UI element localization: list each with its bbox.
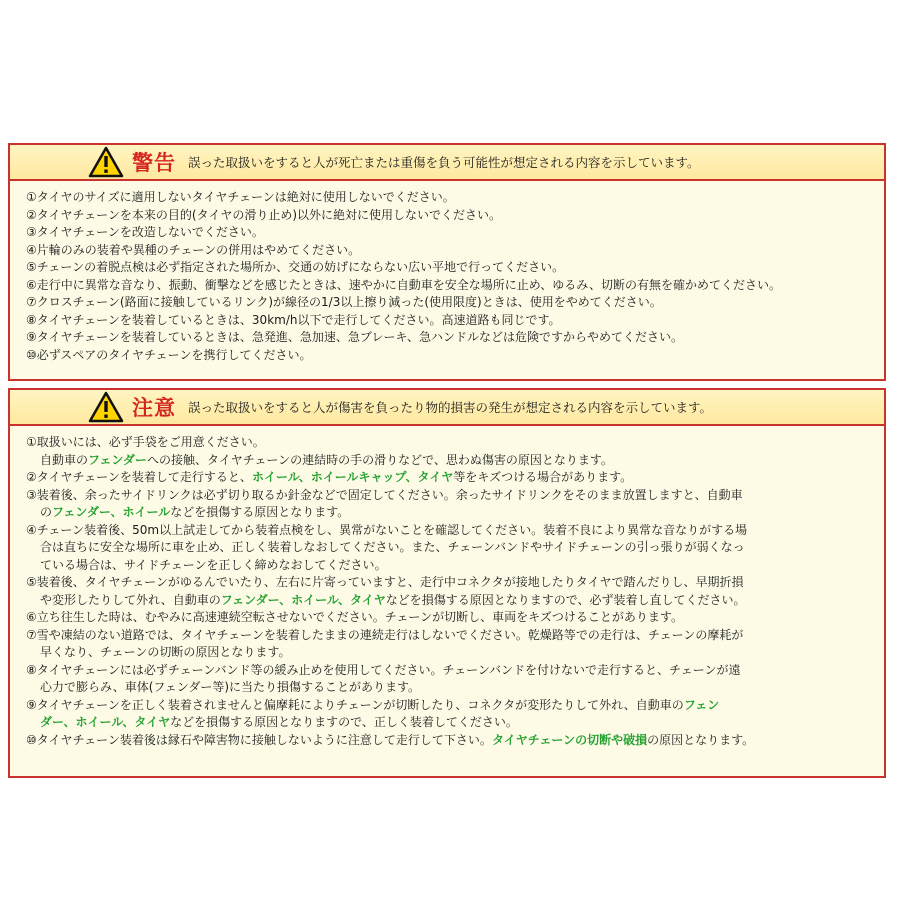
warning-item — [26, 277, 884, 295]
warning-triangle-icon — [88, 146, 124, 178]
item-text: 必ずスペアのタイヤチェーンを携行してください。 — [36, 347, 312, 362]
item-number: ⑨ — [26, 697, 37, 712]
item-number: ⑤ — [26, 260, 37, 274]
item-number: ⑩ — [26, 347, 37, 362]
item-number: ③ — [26, 225, 37, 239]
item-number: ⑧ — [26, 312, 37, 327]
caution-item — [26, 609, 884, 627]
item-text: タイヤチェーンを装着して走行すると、 — [36, 470, 252, 484]
warning-list — [10, 181, 884, 364]
item-text: タイヤチェーンを装着しているときは、急発進、急加速、急ブレーキ、急ハンドルなどは危険ですからやめてください。 — [36, 330, 683, 344]
item-line — [37, 470, 632, 484]
warning-panel — [8, 143, 886, 381]
warning-item — [26, 189, 884, 207]
item-number: ③ — [26, 487, 37, 502]
item-line — [37, 733, 754, 747]
item-text: タイヤチェーンを正しく装着されませんと偏摩耗によりチェーンが切断したり、コネクタが変形たりして外れ、自動車の — [36, 697, 684, 712]
item-text: タイヤのサイズに適用しないタイヤチェーンは絶対に使用しないでください。 — [36, 190, 455, 204]
item-text: などを損傷する原因となりますので、正しく装着してください。 — [170, 715, 518, 729]
item-number: ⑤ — [26, 575, 37, 589]
item-text: 早くなり、チェーンの切断の原因となります。 — [40, 645, 291, 659]
caution-description: 誤った取扱いをすると人が傷害を負ったり物的損害の発生が想定される内容を示しています。 — [188, 400, 713, 415]
warning-item — [26, 224, 884, 242]
item-number: ⑩ — [26, 732, 37, 747]
item-text: 立ち往生した時は、むやみに高速連続空転させないでください。チェーンが切断し、車両をキズつけることがあります。 — [36, 610, 683, 624]
highlight-text: フェンダー、ホイール — [52, 505, 171, 519]
caution-list — [10, 426, 884, 749]
item-line — [37, 523, 747, 537]
caution-title: 注意 — [132, 396, 176, 420]
caution-item — [26, 732, 884, 750]
item-line — [26, 557, 884, 575]
item-line — [26, 452, 884, 470]
highlight-text: ダー、ホイール、タイヤ — [40, 715, 171, 729]
item-line — [37, 575, 744, 589]
item-line — [26, 679, 884, 697]
item-text: 心力で膨らみ、車体(フェンダー等)に当たり損傷することがあります。 — [40, 680, 421, 694]
item-text: 装着後、タイヤチェーンがゆるんでいたり、左右に片寄っていますと、走行中コネクタが接地したりタイヤで踏んだりし、早期折損 — [36, 575, 744, 589]
item-text: タイヤチェーンを装着しているときは、30km/h以下で走行してください。高速道路も同じです。 — [36, 312, 561, 327]
item-number: ④ — [26, 242, 37, 257]
item-number: ⑦ — [26, 627, 37, 642]
highlight-text: フェンダー、ホイール、タイヤ — [220, 592, 386, 607]
item-text: チェーン装着後、50m以上試走してから装着点検をし、異常がないことを確認してください。装着不良により異常な音なりがする場 — [36, 522, 748, 537]
warning-item — [26, 312, 884, 330]
warning-item — [26, 347, 884, 365]
item-line — [26, 644, 884, 662]
item-text: 合は直ちに安全な場所に車を止め、正しく装着しなおしてください。また、チェーンバンドやサイドチェーンの引っ張りが弱くなっ — [40, 540, 745, 554]
item-text: の原因となります。 — [647, 732, 755, 747]
item-text: 自動車の — [40, 452, 89, 467]
item-text: タイヤチェーン装着後は縁石や障害物に接触しないように注意して走行して下さい。 — [36, 732, 492, 747]
highlight-text: ホイール、ホイールキャップ、タイヤ — [251, 470, 454, 484]
item-text: 取扱いには、必ず手袋をご用意ください。 — [36, 435, 265, 449]
item-number: ⑦ — [26, 295, 37, 309]
warning-header — [10, 145, 884, 181]
item-line — [37, 628, 744, 642]
item-text: への接触、タイヤチェーンの連結時の手の滑りなどで、思わぬ傷害の原因となります。 — [146, 452, 613, 467]
item-text: 走行中に異常な音なり、振動、衝撃などを感じたときは、速やかに自動車を安全な場所に止め、ゆるみ、切断の有無を確かめてください。 — [36, 277, 782, 292]
item-text: などを損傷する原因となりますので、必ず装着し直してください。 — [385, 592, 746, 607]
item-line — [26, 539, 884, 557]
item-line — [37, 610, 683, 624]
item-text: などを損傷する原因となります。 — [170, 505, 350, 519]
item-number: ⑥ — [26, 610, 37, 624]
highlight-text: フェンダー — [88, 452, 147, 467]
item-line — [37, 698, 719, 712]
item-line — [37, 488, 743, 502]
caution-triangle-icon — [88, 391, 124, 423]
item-line — [26, 714, 884, 732]
item-number: ④ — [26, 522, 37, 537]
caution-item — [26, 522, 884, 575]
item-number: ⑥ — [26, 277, 37, 292]
item-text: や変形したりして外れ、自動車の — [40, 592, 221, 607]
item-text: 雪や凍結のない道路では、タイヤチェーンを装着したままの連続走行はしないでください。乾燥路等での走行は、チェーンの摩耗が — [36, 627, 744, 642]
item-number: ② — [26, 207, 37, 222]
item-text: の — [40, 505, 53, 519]
item-line — [26, 592, 884, 610]
item-text: ている場合は、サイドチェーンを正しく締めなおしてください。 — [40, 557, 387, 572]
caution-item — [26, 662, 884, 697]
warning-title: 警告 — [132, 151, 176, 175]
warning-item — [26, 294, 884, 312]
warning-item — [26, 207, 884, 225]
caution-item — [26, 434, 884, 469]
item-text: タイヤチェーンを本来の目的(タイヤの滑り止め)以外に絶対に使用しないでください。 — [36, 207, 502, 222]
highlight-text: タイヤチェーンの切断や破損 — [491, 732, 648, 747]
caution-item — [26, 487, 884, 522]
item-number: ② — [26, 470, 37, 484]
caution-item — [26, 697, 884, 732]
item-text: タイヤチェーンには必ずチェーンバンド等の緩み止めを使用してください。チェーンバンドを付けないで走行すると、チェーンが遠 — [36, 662, 741, 677]
caution-header — [10, 390, 884, 426]
caution-item — [26, 469, 884, 487]
warning-item — [26, 259, 884, 277]
caution-item — [26, 627, 884, 662]
item-line — [26, 504, 884, 522]
caution-item — [26, 574, 884, 609]
item-text: 等をキズつける場合があります。 — [453, 470, 633, 484]
item-text: チェーンの着脱点検は必ず指定された場所か、交通の妨げにならない広い平地で行ってください。 — [36, 260, 565, 274]
warning-item — [26, 242, 884, 260]
highlight-text: フェン — [683, 697, 720, 712]
item-text: タイヤチェーンを改造しないでください。 — [36, 225, 264, 239]
item-number: ⑧ — [26, 662, 37, 677]
item-line — [37, 663, 741, 677]
item-text: クロスチェーン(路面に接触しているリンク)が線径の1/3以上擦り減った(使用限度)ときは、使用をやめてください。 — [36, 295, 662, 309]
item-text: 装着後、余ったサイドリンクは必ず切り取るか針金などで固定してください。余ったサイドリンクをそのまま放置しますと、自動車 — [36, 487, 743, 502]
item-text: 片輪のみの装着や異種のチェーンの併用はやめてください。 — [36, 242, 361, 257]
warning-description: 誤った取扱いをすると人が死亡または重傷を負う可能性が想定される内容を示しています。 — [188, 155, 700, 170]
item-number: ① — [26, 190, 37, 204]
warning-item — [26, 329, 884, 347]
caution-panel — [8, 388, 886, 778]
item-number: ⑨ — [26, 330, 37, 344]
item-line — [37, 435, 265, 449]
item-number: ① — [26, 435, 37, 449]
